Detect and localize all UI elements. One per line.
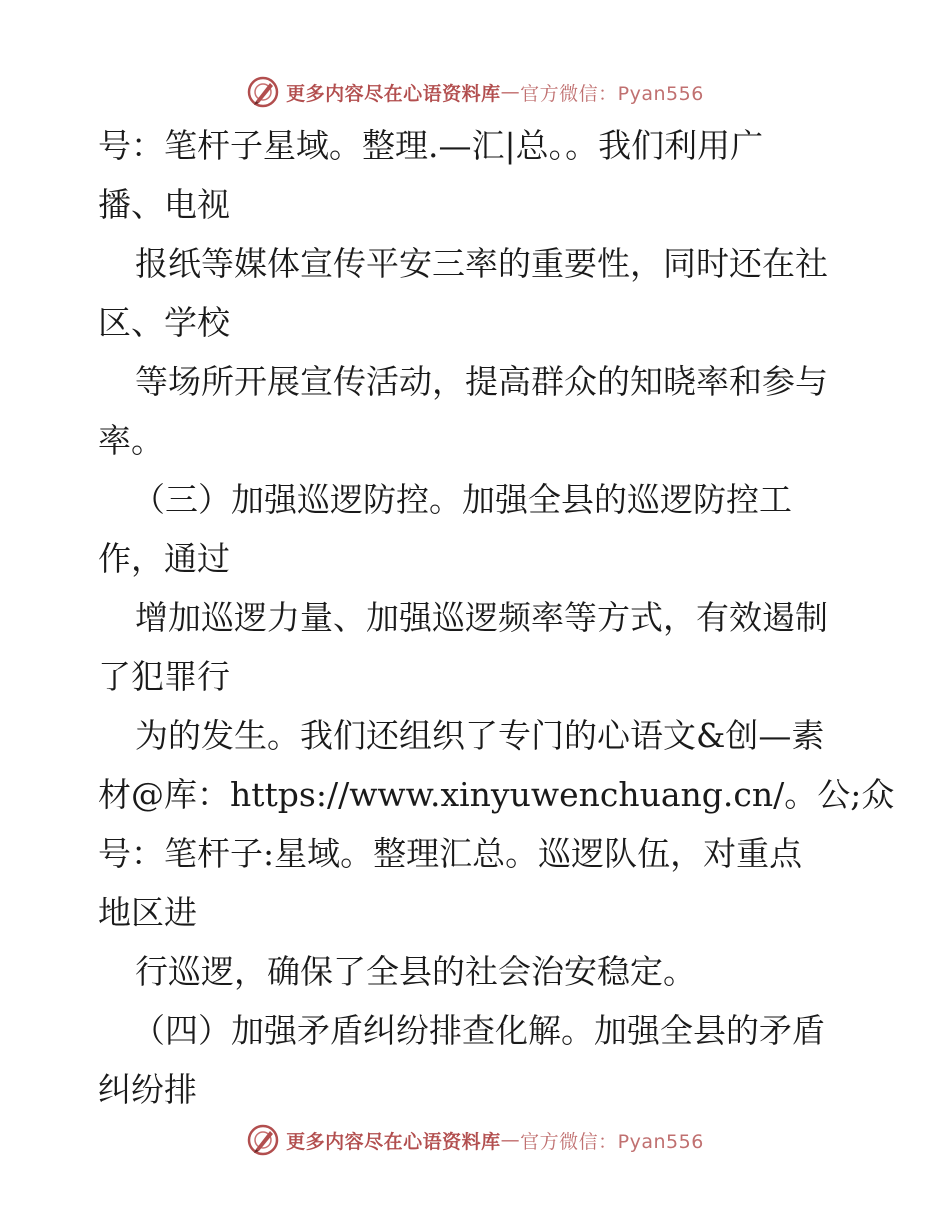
text-line: 播、电视 (98, 185, 230, 224)
logo-icon (246, 75, 280, 109)
text-line: 号：笔杆子星域。整理.—汇|总。。我们利用广 (98, 126, 764, 165)
header-banner (0, 72, 950, 112)
text-line: 等场所开展宣传活动，提高群众的知晓率和参与 (135, 362, 828, 401)
footer-contact: 官方微信：Pyan556 (520, 1130, 704, 1153)
text-line: 作，通过 (98, 539, 230, 578)
text-line: 号：笔杆子:星域。整理汇总。巡逻队伍，对重点 (98, 834, 803, 873)
text-line: 纠纷排 (98, 1070, 197, 1109)
text-line: 增加巡逻力量、加强巡逻频率等方式，有效遏制 (135, 598, 828, 637)
text-line: 地区进 (98, 893, 197, 932)
document-body (98, 116, 895, 1119)
text-line: 报纸等媒体宣传平安三率的重要性，同时还在社 (135, 244, 828, 283)
footer-dash: — (500, 1129, 521, 1151)
text-line: （三）加强巡逻防控。加强全县的巡逻防控工 (132, 480, 792, 519)
text-line: 了犯罪行 (98, 657, 230, 696)
text-line: 行巡逻，确保了全县的社会治安稳定。 (135, 952, 696, 991)
logo-icon (246, 1123, 280, 1157)
text-line: 区、学校 (98, 303, 230, 342)
text-line: 率。 (98, 421, 164, 460)
header-contact: 官方微信：Pyan556 (520, 82, 704, 105)
footer-brand: 更多内容尽在心语资料库 (286, 1130, 501, 1153)
text-line: 为的发生。我们还组织了专门的心语文&创—素 (135, 716, 825, 755)
header-dash: — (500, 81, 521, 103)
footer-banner (0, 1120, 950, 1160)
text-line: 材@库：https://www.xinyuwenchuang.cn/。公;众 (98, 775, 895, 814)
header-brand: 更多内容尽在心语资料库 (286, 82, 501, 105)
text-line: （四）加强矛盾纠纷排查化解。加强全县的矛盾 (132, 1011, 825, 1050)
